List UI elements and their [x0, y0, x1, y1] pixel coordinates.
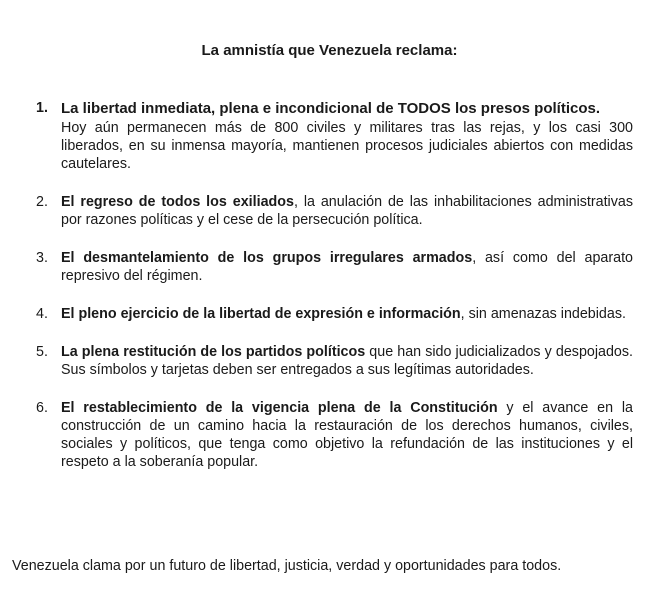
item-number: 5. — [36, 344, 48, 360]
document-heading: La amnistía que Venezuela reclama: — [201, 42, 458, 59]
item-number: 1. — [36, 100, 48, 116]
list-item — [36, 399, 633, 471]
list-item — [36, 99, 633, 173]
demands-list — [36, 99, 633, 491]
list-item — [36, 343, 633, 379]
item-number: 4. — [36, 306, 48, 322]
item-bold-text: La libertad inmediata, plena e incondicional de TODOS los presos políticos. — [61, 100, 601, 117]
item-bold-text: El restablecimiento de la vigencia plena de la Constitución — [61, 400, 498, 416]
item-bold-text: El desmantelamiento de los grupos irregulares armados — [61, 250, 473, 266]
item-text: , la anulación de las inhabilitaciones administrativas por razones políticas y el cese de la persecución política. — [61, 194, 633, 228]
item-number: 2. — [36, 194, 48, 210]
item-text: que han sido judicializados y despojados. Sus símbolos y tarjetas deben ser entregados a sus legítimas autoridades. — [61, 344, 633, 378]
item-bold-text: El pleno ejercicio de la libertad de expresión e información — [61, 306, 461, 322]
list-item — [36, 193, 633, 229]
item-text: Hoy aún permanecen más de 800 civiles y militares tras las rejas, y los casi 300 liberados, en su inmensa mayoría, mantienen procesos judiciales abiertos con medidas cautelares. — [61, 120, 633, 172]
item-text: , sin amenazas indebidas. — [460, 306, 626, 322]
item-number: 3. — [36, 250, 48, 266]
item-bold-text: El regreso de todos los exiliados — [61, 194, 294, 210]
item-bold-text: La plena restitución de los partidos políticos — [61, 344, 366, 360]
list-item — [36, 305, 633, 323]
list-item — [36, 249, 633, 285]
item-text: , así como del aparato represivo del régimen. — [61, 250, 633, 284]
closing-paragraph: Venezuela clama por un futuro de libertad, justicia, verdad y oportunidades para todos. — [12, 558, 562, 574]
item-text: y el avance en la construcción de un camino hacia la restauración de los derechos humanos, civiles, sociales y políticos, que tenga como objetivo la refundación de las instituciones y el respeto a la soberanía popular. — [61, 400, 633, 470]
item-number: 6. — [36, 400, 48, 416]
